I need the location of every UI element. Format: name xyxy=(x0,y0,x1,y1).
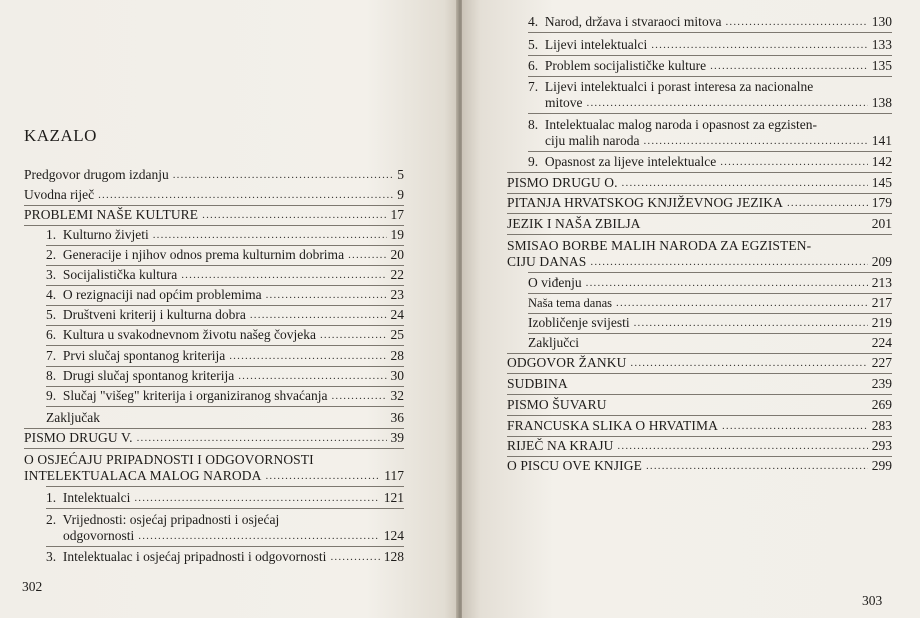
divider xyxy=(46,265,404,266)
toc-subentry: 4. O rezignaciji nad općim problemima ..... 23 xyxy=(46,287,404,303)
toc-subentry: O viđenju ..... 213 xyxy=(528,275,892,291)
divider xyxy=(507,373,892,374)
toc-subentry: 3. Socijalistička kultura ..... 22 xyxy=(46,267,404,283)
toc-subentry: 6. Problem socijalističke kulture ..... 135 xyxy=(528,58,892,74)
toc-subentry: 3. Intelektualac i osjećaj pripadnosti i odgovornosti ..... 128 xyxy=(46,549,404,565)
divider xyxy=(528,76,892,77)
toc-heading: KAZALO xyxy=(24,126,97,145)
divider xyxy=(46,305,404,306)
divider xyxy=(46,486,404,487)
toc-subentry: 8. Drugi slučaj spontanog kriterija ..... 30 xyxy=(46,368,404,384)
toc-subentry: 6. Kultura u svakodnevnom životu našeg čovjeka ..... 25 xyxy=(46,327,404,343)
show-through-text xyxy=(40,4,330,56)
page-number: 303 xyxy=(862,593,883,608)
toc-section: RIJEČ NA KRAJU ..... 293 xyxy=(507,438,892,454)
divider xyxy=(507,213,892,214)
divider xyxy=(46,386,404,387)
toc-subentry: ciju malih naroda ..... 141 xyxy=(528,133,892,149)
divider xyxy=(528,313,892,314)
divider xyxy=(528,333,892,334)
divider xyxy=(507,172,892,173)
toc-subentry: 8. Intelektualac malog naroda i opasnost za egzisten- xyxy=(528,117,818,132)
toc-subentry: Naša tema danas ..... 217 xyxy=(528,295,892,311)
divider xyxy=(46,546,404,547)
toc-section: CIJU DANAS ..... 209 xyxy=(507,254,892,270)
divider xyxy=(507,394,892,395)
toc-subentry: Zaključci 224 xyxy=(528,335,892,350)
toc-section: SUDBINA 239 xyxy=(507,376,892,391)
toc-entry: Predgovor drugom izdanju ..... 5 xyxy=(24,167,404,183)
divider xyxy=(528,151,892,152)
divider xyxy=(46,245,404,246)
divider xyxy=(507,436,892,437)
page-number: 302 xyxy=(22,579,43,594)
toc-section: ODGOVOR ŽANKU ..... 227 xyxy=(507,355,892,371)
toc-subentry: 2. Vrijednosti: osjećaj pripadnosti i osjećaj xyxy=(46,512,280,527)
divider xyxy=(528,272,892,273)
divider xyxy=(528,32,892,33)
divider xyxy=(507,415,892,416)
toc-subentry: 2. Generacije i njihov odnos prema kulturnim dobrima ..... 20 xyxy=(46,247,404,263)
divider xyxy=(46,285,404,286)
toc-section: PROBLEMI NAŠE KULTURE ..... 17 xyxy=(24,207,404,223)
divider xyxy=(24,205,404,206)
toc-subentry: Zaključak 36 xyxy=(46,410,404,425)
toc-section: PISMO DRUGU V. ..... 39 xyxy=(24,430,404,446)
toc-subentry: mitove ..... 138 xyxy=(528,95,892,111)
divider xyxy=(507,193,892,194)
divider xyxy=(46,508,404,509)
toc-section: PISMO DRUGU O. ..... 145 xyxy=(507,175,892,191)
divider xyxy=(528,113,892,114)
toc-section: PISMO ŠUVARU 269 xyxy=(507,397,892,412)
toc-section: FRANCUSKA SLIKA O HRVATIMA ..... 283 xyxy=(507,418,892,434)
toc-subentry: odgovornosti ..... 124 xyxy=(46,528,404,544)
divider xyxy=(507,353,892,354)
toc-subentry: 1. Intelektualci ..... 121 xyxy=(46,490,404,506)
toc-section: JEZIK I NAŠA ZBILJA 201 xyxy=(507,216,892,231)
toc-section: INTELEKTUALACA MALOG NARODA ..... 117 xyxy=(24,468,404,484)
toc-subentry: 7. Prvi slučaj spontanog kriterija ..... 28 xyxy=(46,348,404,364)
toc-section: O OSJEĆAJU PRIPADNOSTI I ODGOVORNOSTI xyxy=(24,452,314,467)
toc-subentry: 7. Lijevi intelektualci i porast interesa za nacionalne xyxy=(528,79,814,94)
toc-section: O PISCU OVE KNJIGE ..... 299 xyxy=(507,458,892,474)
divider xyxy=(46,325,404,326)
divider xyxy=(528,293,892,294)
toc-subentry: Izobličenje svijesti ..... 219 xyxy=(528,315,892,331)
divider xyxy=(24,448,404,449)
divider xyxy=(528,55,892,56)
divider xyxy=(507,456,892,457)
divider xyxy=(46,345,404,346)
toc-section: PITANJA HRVATSKOG KNJIŽEVNOG JEZIKA ..... 179 xyxy=(507,195,892,211)
divider xyxy=(46,366,404,367)
toc-subentry: 5. Lijevi intelektualci ..... 133 xyxy=(528,37,892,53)
right-page xyxy=(462,0,920,618)
toc-subentry: 5. Društveni kriterij i kulturna dobra ..... 24 xyxy=(46,307,404,323)
divider xyxy=(507,234,892,235)
toc-section: SMISAO BORBE MALIH NARODA ZA EGZISTEN- xyxy=(507,238,812,253)
toc-subentry: 4. Narod, država i stvaraoci mitova ..... 130 xyxy=(528,14,892,30)
divider xyxy=(24,225,404,226)
left-page xyxy=(0,0,458,618)
toc-entry: Uvodna riječ ..... 9 xyxy=(24,187,404,203)
toc-subentry: 9. Slučaj "višeg" kriterija i organiziranog shvaćanja ..... 32 xyxy=(46,388,404,404)
divider xyxy=(24,428,404,429)
divider xyxy=(46,406,404,407)
toc-subentry: 9. Opasnost za lijeve intelektualce ..... 142 xyxy=(528,154,892,170)
toc-subentry: 1. Kulturno živjeti ..... 19 xyxy=(46,227,404,243)
